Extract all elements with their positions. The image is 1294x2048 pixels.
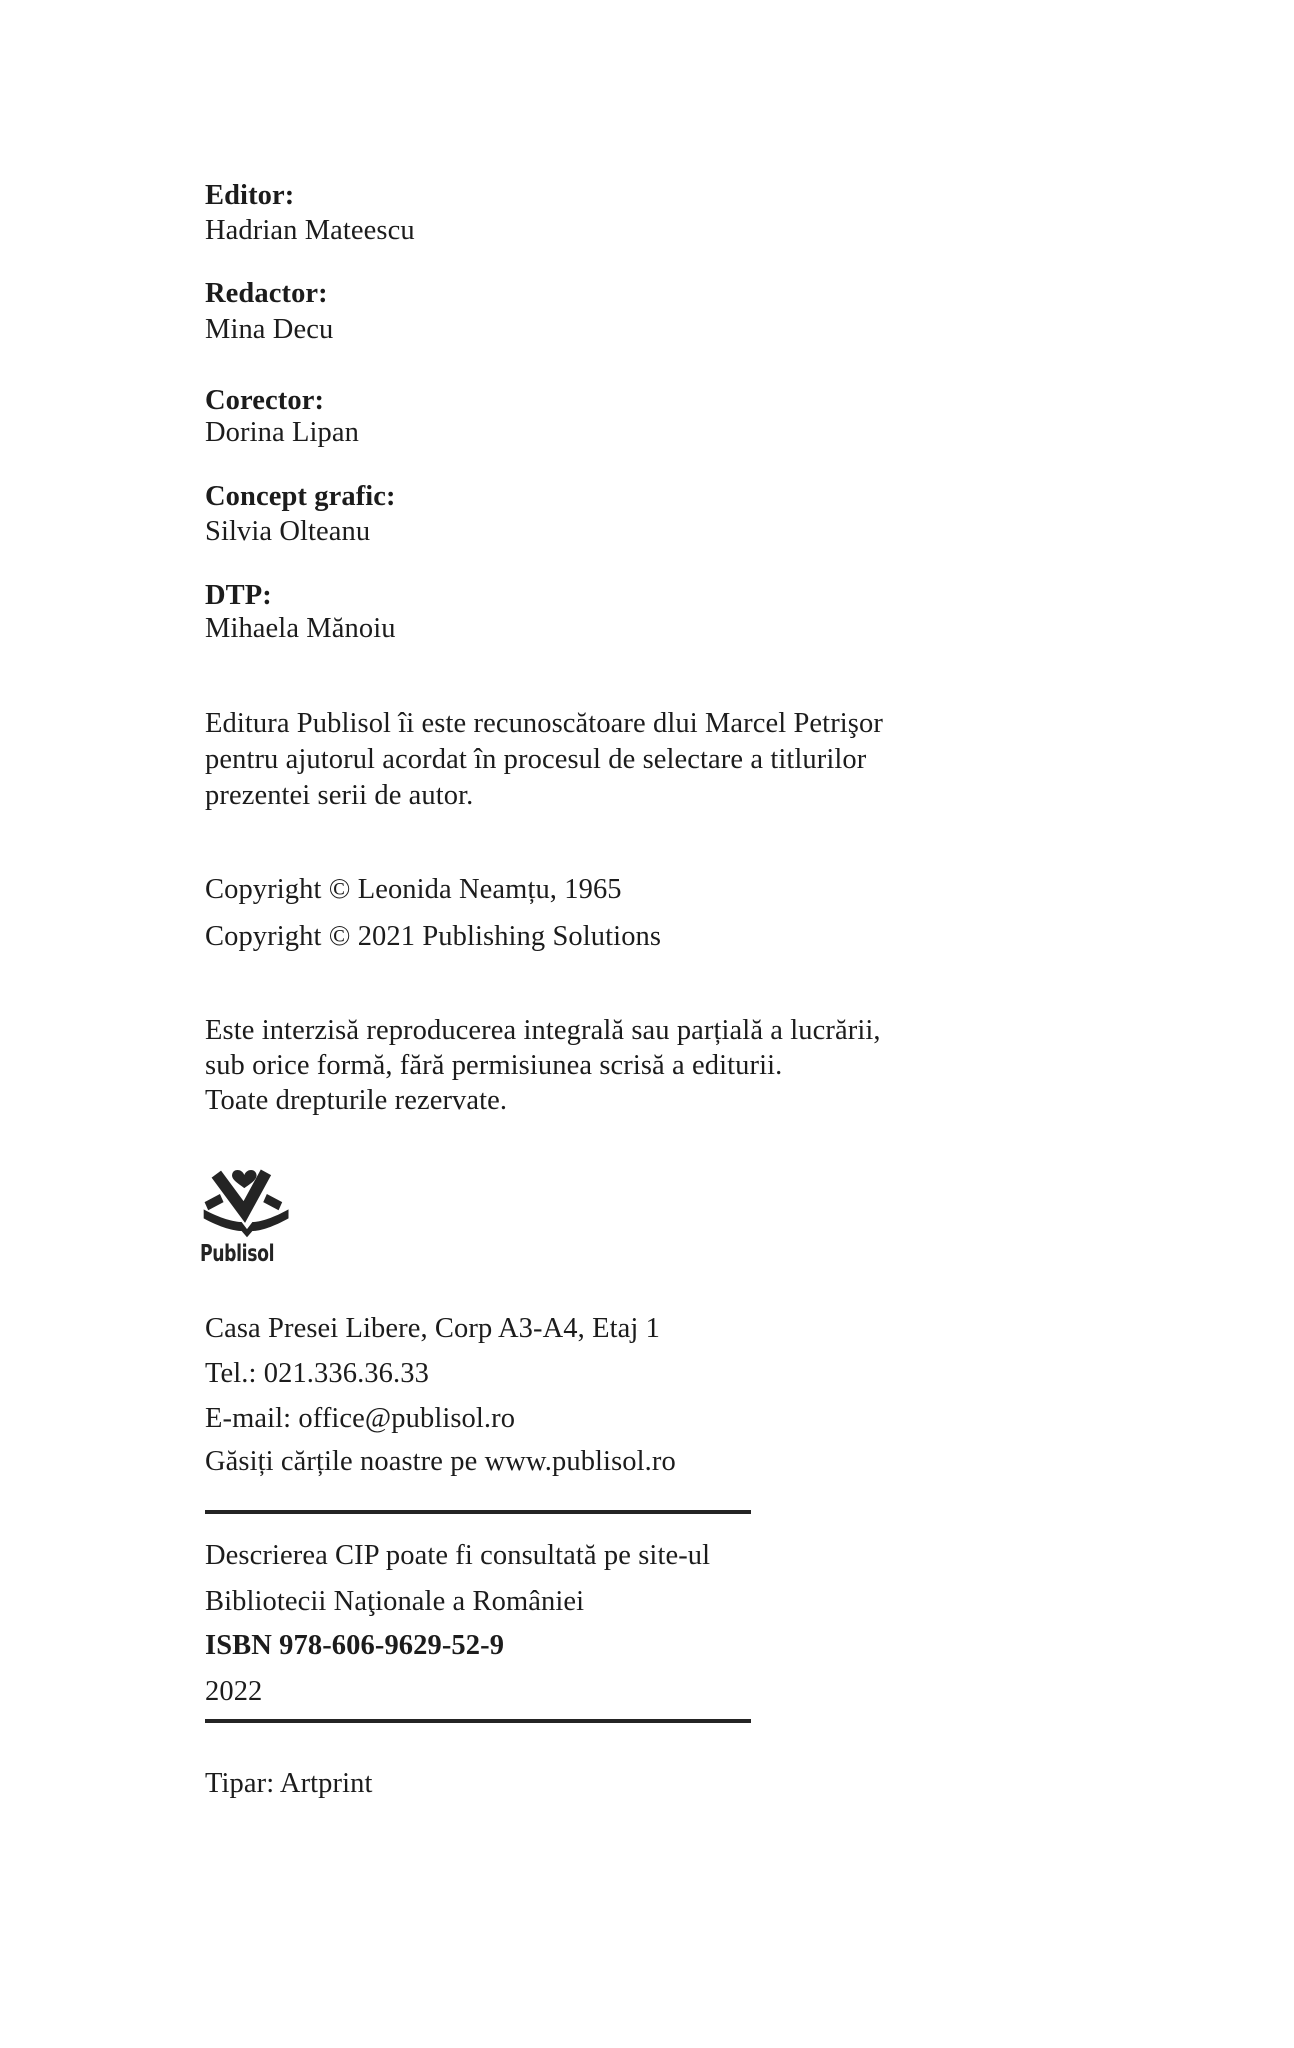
credit-name-corector: Dorina Lipan — [205, 417, 359, 448]
printer-line: Tipar: Artprint — [205, 1768, 373, 1799]
credit-label-redactor: Redactor: — [205, 278, 328, 309]
acknowledgement-line: pentru ajutorul acordat în procesul de selectare a titlurilor — [205, 744, 867, 775]
publisol-logo-icon — [200, 1166, 294, 1240]
contact-web-line: Găsiți cărțile noastre pe www.publisol.ro — [205, 1446, 676, 1477]
rights-line: sub orice formă, fără permisiunea scrisă a editurii. — [205, 1050, 783, 1081]
credit-label-editor: Editor: — [205, 180, 295, 211]
acknowledgement-line: prezentei serii de autor. — [205, 780, 474, 811]
cip-library-line: Bibliotecii Naţionale a României — [205, 1586, 585, 1617]
section-divider — [205, 1510, 751, 1514]
copyright-line-publisher: Copyright © 2021 Publishing Solutions — [205, 921, 662, 952]
contact-email-line: E-mail: office@publisol.ro — [205, 1403, 516, 1434]
publisol-wordmark: Publisol — [200, 1241, 275, 1267]
contact-phone-line: Tel.: 021.336.36.33 — [205, 1358, 429, 1389]
contact-address-line: Casa Presei Libere, Corp A3-A4, Etaj 1 — [205, 1313, 660, 1344]
credit-label-dtp: DTP: — [205, 580, 272, 611]
publisol-logo — [200, 1166, 300, 1267]
credit-name-editor: Hadrian Mateescu — [205, 215, 415, 246]
cip-description-line: Descrierea CIP poate fi consultată pe site-ul — [205, 1540, 711, 1571]
credit-label-corector: Corector: — [205, 385, 325, 416]
credit-name-concept-grafic: Silvia Olteanu — [205, 516, 371, 547]
credit-name-dtp: Mihaela Mănoiu — [205, 613, 396, 644]
acknowledgement-line: Editura Publisol îi este recunoscătoare dlui Marcel Petrişor — [205, 708, 883, 739]
credit-label-concept-grafic: Concept grafic: — [205, 481, 396, 512]
credit-name-redactor: Mina Decu — [205, 314, 334, 345]
rights-line: Este interzisă reproducerea integrală sau parțială a lucrării, — [205, 1015, 881, 1046]
section-divider — [205, 1719, 751, 1723]
isbn-line: ISBN 978-606-9629-52-9 — [205, 1630, 505, 1661]
rights-line: Toate drepturile rezervate. — [205, 1085, 508, 1116]
year-line: 2022 — [205, 1676, 263, 1707]
copyright-line-author: Copyright © Leonida Neamțu, 1965 — [205, 874, 622, 905]
